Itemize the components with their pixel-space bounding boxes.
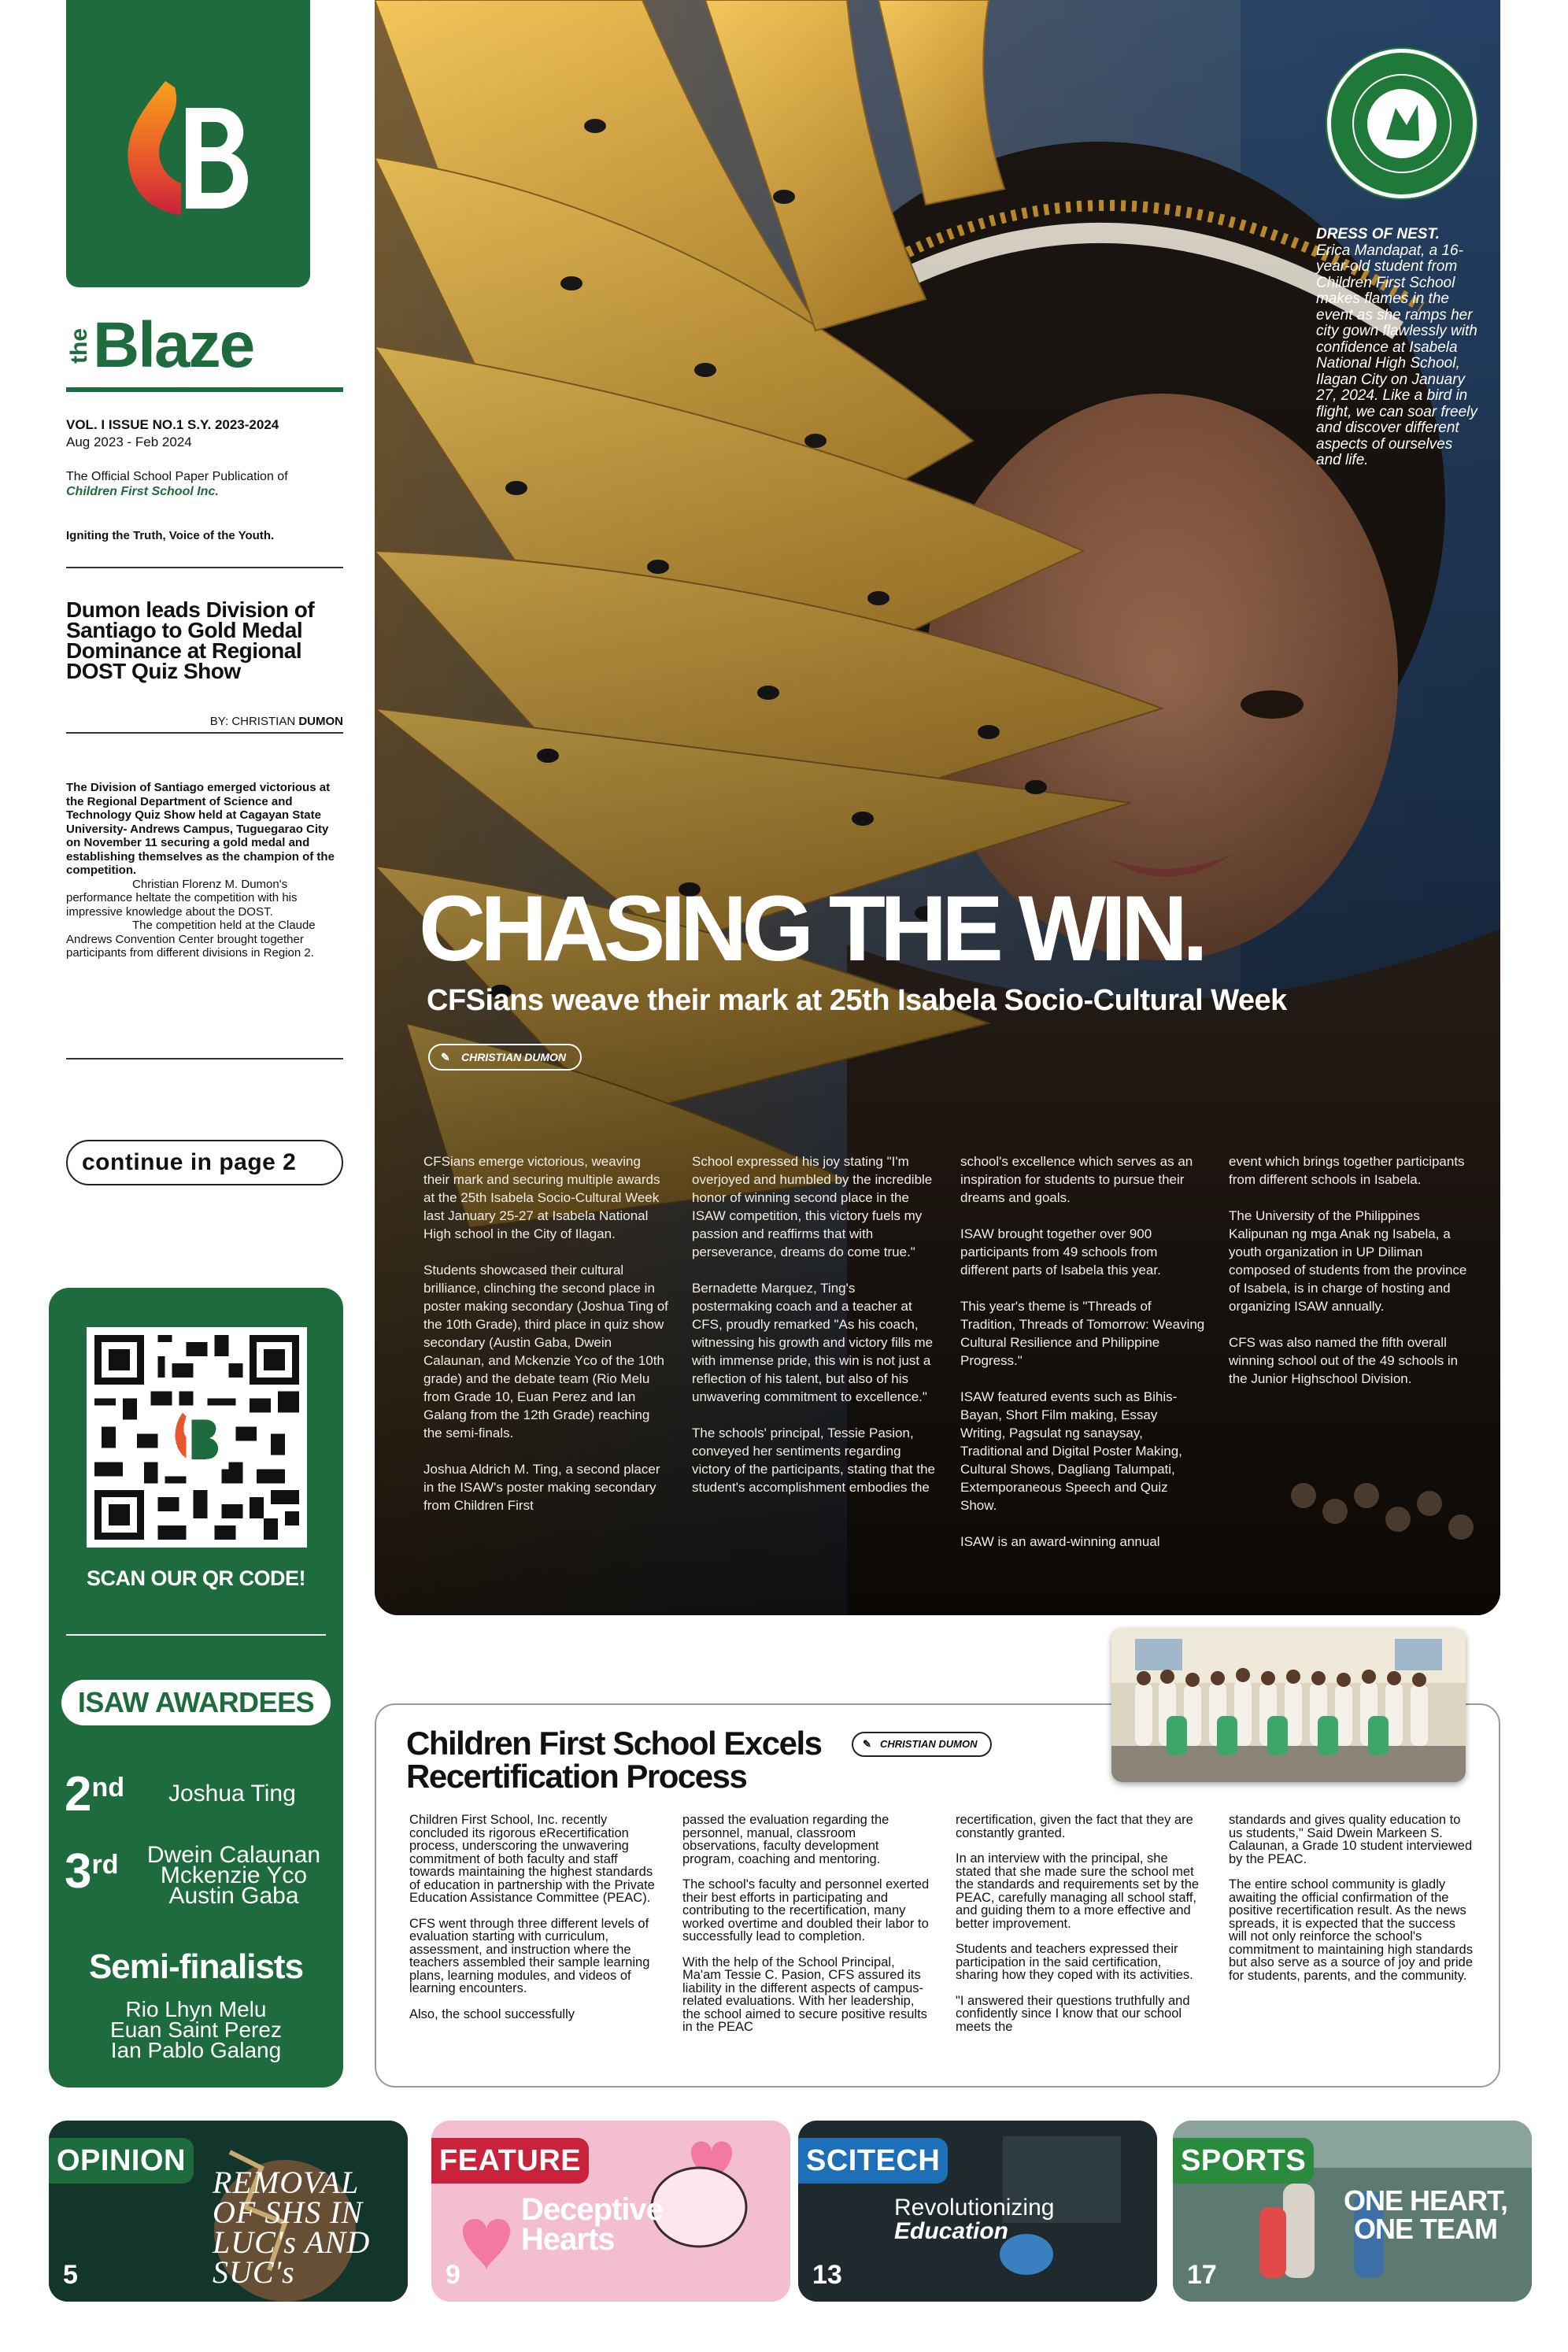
section-title-line: ONE HEART, [1343, 2184, 1508, 2217]
divider [66, 1058, 343, 1060]
page-number: 13 [812, 2260, 842, 2290]
hero-headline: CHASING THE WIN. [419, 877, 1203, 981]
section-card-scitech[interactable] [798, 2121, 1157, 2302]
story2-headline [406, 1727, 821, 1793]
rank-number: 2 [65, 1767, 92, 1821]
group-photo [1111, 1628, 1466, 1782]
logo-tile [66, 0, 310, 287]
paragraph: "I answered their questions truthfully and confidently since I know that our school meets the [956, 1993, 1190, 2034]
paragraph: This year's theme is "Threads of Tradition, Threads of Tomorrow: Weaving Cultural Resilience and Philippine Progress." [960, 1299, 1205, 1368]
masthead-title: Blaze [93, 309, 254, 381]
paragraph: With the help of the School Principal, Ma'am Tessie C. Pasion, CFS assured its liability in the different aspects of campus-related evaluations. With her leadership, the school aimed to secure positive results in the PEAC [682, 1954, 927, 2034]
paragraph: school's excellence which serves as an inspiration for students to pursue their dreams and goals. [960, 1154, 1193, 1205]
semifinalist-name: Ian Pablo Galang [110, 2038, 282, 2062]
paragraph: ISAW is an award-winning annual [960, 1534, 1160, 1549]
rank-suffix: rd [91, 1850, 119, 1880]
section-title-line: ONE TEAM [1353, 2213, 1497, 2245]
story2-byline [852, 1732, 992, 1757]
section-title-line: Education [894, 2218, 1009, 2244]
hero-subheadline: CFSians weave their mark at 25th Isabela Socio-Cultural Week [427, 984, 1287, 1017]
paragraph: Bernadette Marquez, Ting's postermaking coach and a teacher at CFS, proudly remarked "As his coach, witnessing his growth and victory fills me with immense pride, this win is not just a reflection of his talent, but also of his unwavering commitment to excellence." [692, 1281, 934, 1404]
qr-code-icon [94, 1335, 299, 1540]
hero-byline-name: CHRISTIAN DUMON [461, 1051, 566, 1063]
issue-number: VOL. I ISSUE NO.1 S.Y. 2023-2024 [66, 417, 279, 432]
publication-prefix: The Official School Paper Publication of [66, 470, 288, 483]
section-card-sports[interactable] [1173, 2121, 1532, 2302]
section-label: SPORTS [1173, 2138, 1314, 2184]
semifinalist-name: Rio Lhyn Melu [125, 1997, 267, 2021]
awardee-name: Dwein Calaunan [146, 1842, 321, 1868]
semifinalists-names [49, 1999, 343, 2061]
story2-column [1229, 1814, 1477, 2047]
qr-code[interactable] [87, 1327, 307, 1548]
paragraph: recertification, given the fact that they are constantly granted. [956, 1813, 1193, 1840]
masthead [66, 309, 343, 395]
divider [66, 1634, 326, 1636]
paragraph: Joshua Aldrich M. Ting, a second placer in the ISAW's poster making secondary from Children First [423, 1462, 660, 1513]
paragraph: Also, the school successfully [409, 2006, 575, 2021]
rank-suffix: nd [91, 1773, 125, 1803]
rank-number: 3 [65, 1844, 92, 1899]
pen-icon: ✎ [441, 1051, 450, 1063]
paragraph: passed the evaluation regarding the personnel, manual, classroom observations, faculty development program, coaching and mentoring. [682, 1813, 889, 1866]
sidebar-paragraph: The competition held at the Claude Andrews Convention Center brought together participants from different divisions in Region 2. [66, 919, 316, 960]
paragraph: CFS went through three different levels of evaluation starting with curriculum, assessment, and instruction where the teachers assembled their sample learning plans, learning modules, and videos of learning encounters. [409, 1916, 650, 1995]
semifinalist-name: Euan Saint Perez [110, 2017, 282, 2042]
page-number: 9 [446, 2260, 460, 2290]
story2-headline-line: Recertification Process [406, 1758, 747, 1795]
hero-column [692, 1152, 937, 1569]
story2-headline-line: Children First School Excels [406, 1725, 822, 1762]
hero-column [423, 1152, 668, 1569]
section-card-opinion[interactable] [49, 2121, 408, 2302]
page-number: 17 [1187, 2260, 1217, 2290]
section-title [894, 2196, 1099, 2243]
awardees-panel [49, 1288, 343, 2088]
divider [66, 567, 343, 568]
paragraph: Children First School, Inc. recently concluded its rigorous eRecertification process, underscoring the unwavering commitment of both faculty and staff towards maintaining the highest standards of education in partnership with the Private Education Assistance Committee (PEAC). [409, 1813, 655, 1905]
hero-body [423, 1152, 1474, 1569]
section-label: OPINION [49, 2138, 194, 2184]
section-label: SCITECH [798, 2138, 948, 2184]
paragraph: In an interview with the principal, she stated that she made sure the school met the standards and requirements set by the PEAC, carefully managing all school staff, and guiding them to a more effective and better improvement. [956, 1851, 1200, 1931]
paragraph: The entire school community is gladly awaiting the official confirmation of the positive recertification result. As the news spreads, it is expected that the success will not only reinforce the school's commitment to maintaining high standards but also serve as a source of joy and pride for students, parents, and the community. [1229, 1877, 1474, 1983]
paragraph: The school's faculty and personnel exerted their best efforts in participating and contributing to the recertification, many worked overtime and doubled their labor to successfully lead to completion. [682, 1877, 930, 1943]
section-title-line: Revolutionizing [894, 2195, 1055, 2221]
issue-dates: Aug 2023 - Feb 2024 [66, 435, 192, 449]
story2-body [409, 1814, 1480, 2047]
masthead-the: the [66, 328, 92, 364]
hero-byline [428, 1044, 582, 1071]
paragraph: ISAW featured events such as Bihis-Bayan, Short Film making, Essay Writing, Pagsulat ng sanaysay, Traditional and Digital Poster Making, Cultural Shows, Dagliang Talumpati, Extemporaneous Speech and Quiz Show. [960, 1389, 1182, 1513]
divider [66, 732, 343, 734]
continue-link[interactable]: continue in page 2 [66, 1140, 343, 1185]
caption-title: DRESS OF NEST. [1316, 226, 1440, 242]
awardee-names [143, 1842, 324, 1909]
section-card-feature[interactable] [431, 2121, 790, 2302]
story2-column [956, 1814, 1204, 2047]
masthead-rule [66, 387, 343, 392]
group-photo-image [1111, 1628, 1466, 1782]
section-title: Deceptive Hearts [521, 2192, 663, 2257]
paragraph: CFSians emerge victorious, weaving their mark and securing multiple awards at the 25th Isabela Socio-Cultural Week last January 25-27 at Isabela National High school in the City of Ilagan. [423, 1154, 660, 1241]
awardees-title: ISAW AWARDEES [61, 1680, 331, 1725]
paragraph: Students showcased their cultural brilliance, clinching the second place in poster making secondary (Joshua Ting of the 10th Grade), third place in quiz show secondary (Austin Gaba, Dwein Calaunan, and Mckenzie Yco of the 10th grade) and the debate team (Rio Melu from Grade 10, Euan Perez and Ian Galang from the 12th Grade) reaching the semi-finals. [423, 1263, 668, 1440]
paragraph: Students and teachers expressed their participation in the said certification, sharing how they coped with its activities. [956, 1942, 1193, 1982]
sidebar-byline [66, 715, 343, 728]
sidebar-body [66, 781, 342, 960]
page-number: 5 [63, 2260, 78, 2290]
sidebar-byline-name: DUMON [298, 715, 343, 728]
publication-line [66, 469, 334, 499]
hero-column [1229, 1152, 1474, 1569]
sidebar-byline-prefix: BY: CHRISTIAN [209, 715, 299, 728]
blaze-logo-icon [113, 65, 263, 223]
photo-caption [1316, 227, 1481, 469]
sidebar-paragraph: Christian Florenz M. Dumon's performance heltate the competition with his impressive knowledge about the DOST. [66, 877, 298, 919]
awardee-name: Austin Gaba [168, 1883, 299, 1909]
rank-second [65, 1766, 124, 1822]
awardee-name: Joshua Ting [168, 1781, 296, 1807]
paragraph: School expressed his joy stating "I'm overjoyed and humbled by the incredible honor of winning second place in the ISAW competition, this victory fuels my passion and reaffirms that with perseverance, dreams do come true." [692, 1154, 933, 1259]
rank-third [65, 1844, 118, 1899]
awardee-name: Mckenzie Yco [160, 1862, 308, 1888]
hero-story [375, 0, 1500, 1615]
tagline: Igniting the Truth, Voice of the Youth. [66, 529, 275, 542]
pen-icon: ✎ [863, 1738, 871, 1750]
school-seal-icon [1327, 49, 1477, 198]
hero-column [960, 1152, 1205, 1569]
sidebar-lead: The Division of Santiago emerged victorious at the Regional Department of Science and Technology Quiz Show held at Cagayan State University- Andrews Campus, Tuguegarao City on November 11 securing a gold medal and establishing themselves as the champion of the competition. [66, 781, 335, 877]
story2-column [409, 1814, 657, 2047]
section-title: REMOVAL OF SHS IN LUC's AND SUC's [213, 2165, 371, 2290]
seal-emblem-icon [1331, 53, 1473, 194]
paragraph: The University of the Philippines Kalipunan ng mga Anak ng Isabela, a youth organization in UP Diliman composed of students from the province of Isabela, is in charge of hosting and organizing ISAW annually. [1229, 1208, 1467, 1314]
paragraph: standards and gives quality education to us students," Said Dwein Markeen S. Calaunan, a Grade 10 student interviewed by the PEAC. [1229, 1813, 1473, 1866]
paragraph: event which brings together participants from different schools in Isabela. [1229, 1154, 1465, 1187]
caption-body: Erica Mandapat, a 16-year-old student from Children First School makes flames in the event as she ramps her city gown flawlessly with confidence at Isabela National High School, Ilagan City on January 27, 2024. Like a bird in flight, we can soar freely and discover different aspects of ourselves and life. [1316, 242, 1477, 468]
section-label: FEATURE [431, 2138, 589, 2184]
semifinalists-title: Semi-finalists [88, 1947, 304, 1986]
paragraph: CFS was also named the fifth overall winning school out of the 49 schools in the Junior Highschool Division. [1229, 1335, 1459, 1386]
qr-label: SCAN OUR QR CODE! [86, 1566, 305, 1590]
publication-school: Children First School Inc. [66, 485, 219, 498]
sidebar-headline: Dumon leads Division of Santiago to Gold Medal Dominance at Regional DOST Quiz Show [66, 597, 315, 683]
paragraph: The schools' principal, Tessie Pasion, conveyed her sentiments regarding victory of the participants, stating that the student's accomplishment embodies the [692, 1426, 935, 1495]
story2-byline-name: CHRISTIAN DUMON [880, 1738, 978, 1750]
paragraph: ISAW brought together over 900 participants from 49 schools from different parts of Isabela this year. [960, 1226, 1161, 1278]
section-title [1327, 2184, 1524, 2245]
story2-column [682, 1814, 930, 2047]
